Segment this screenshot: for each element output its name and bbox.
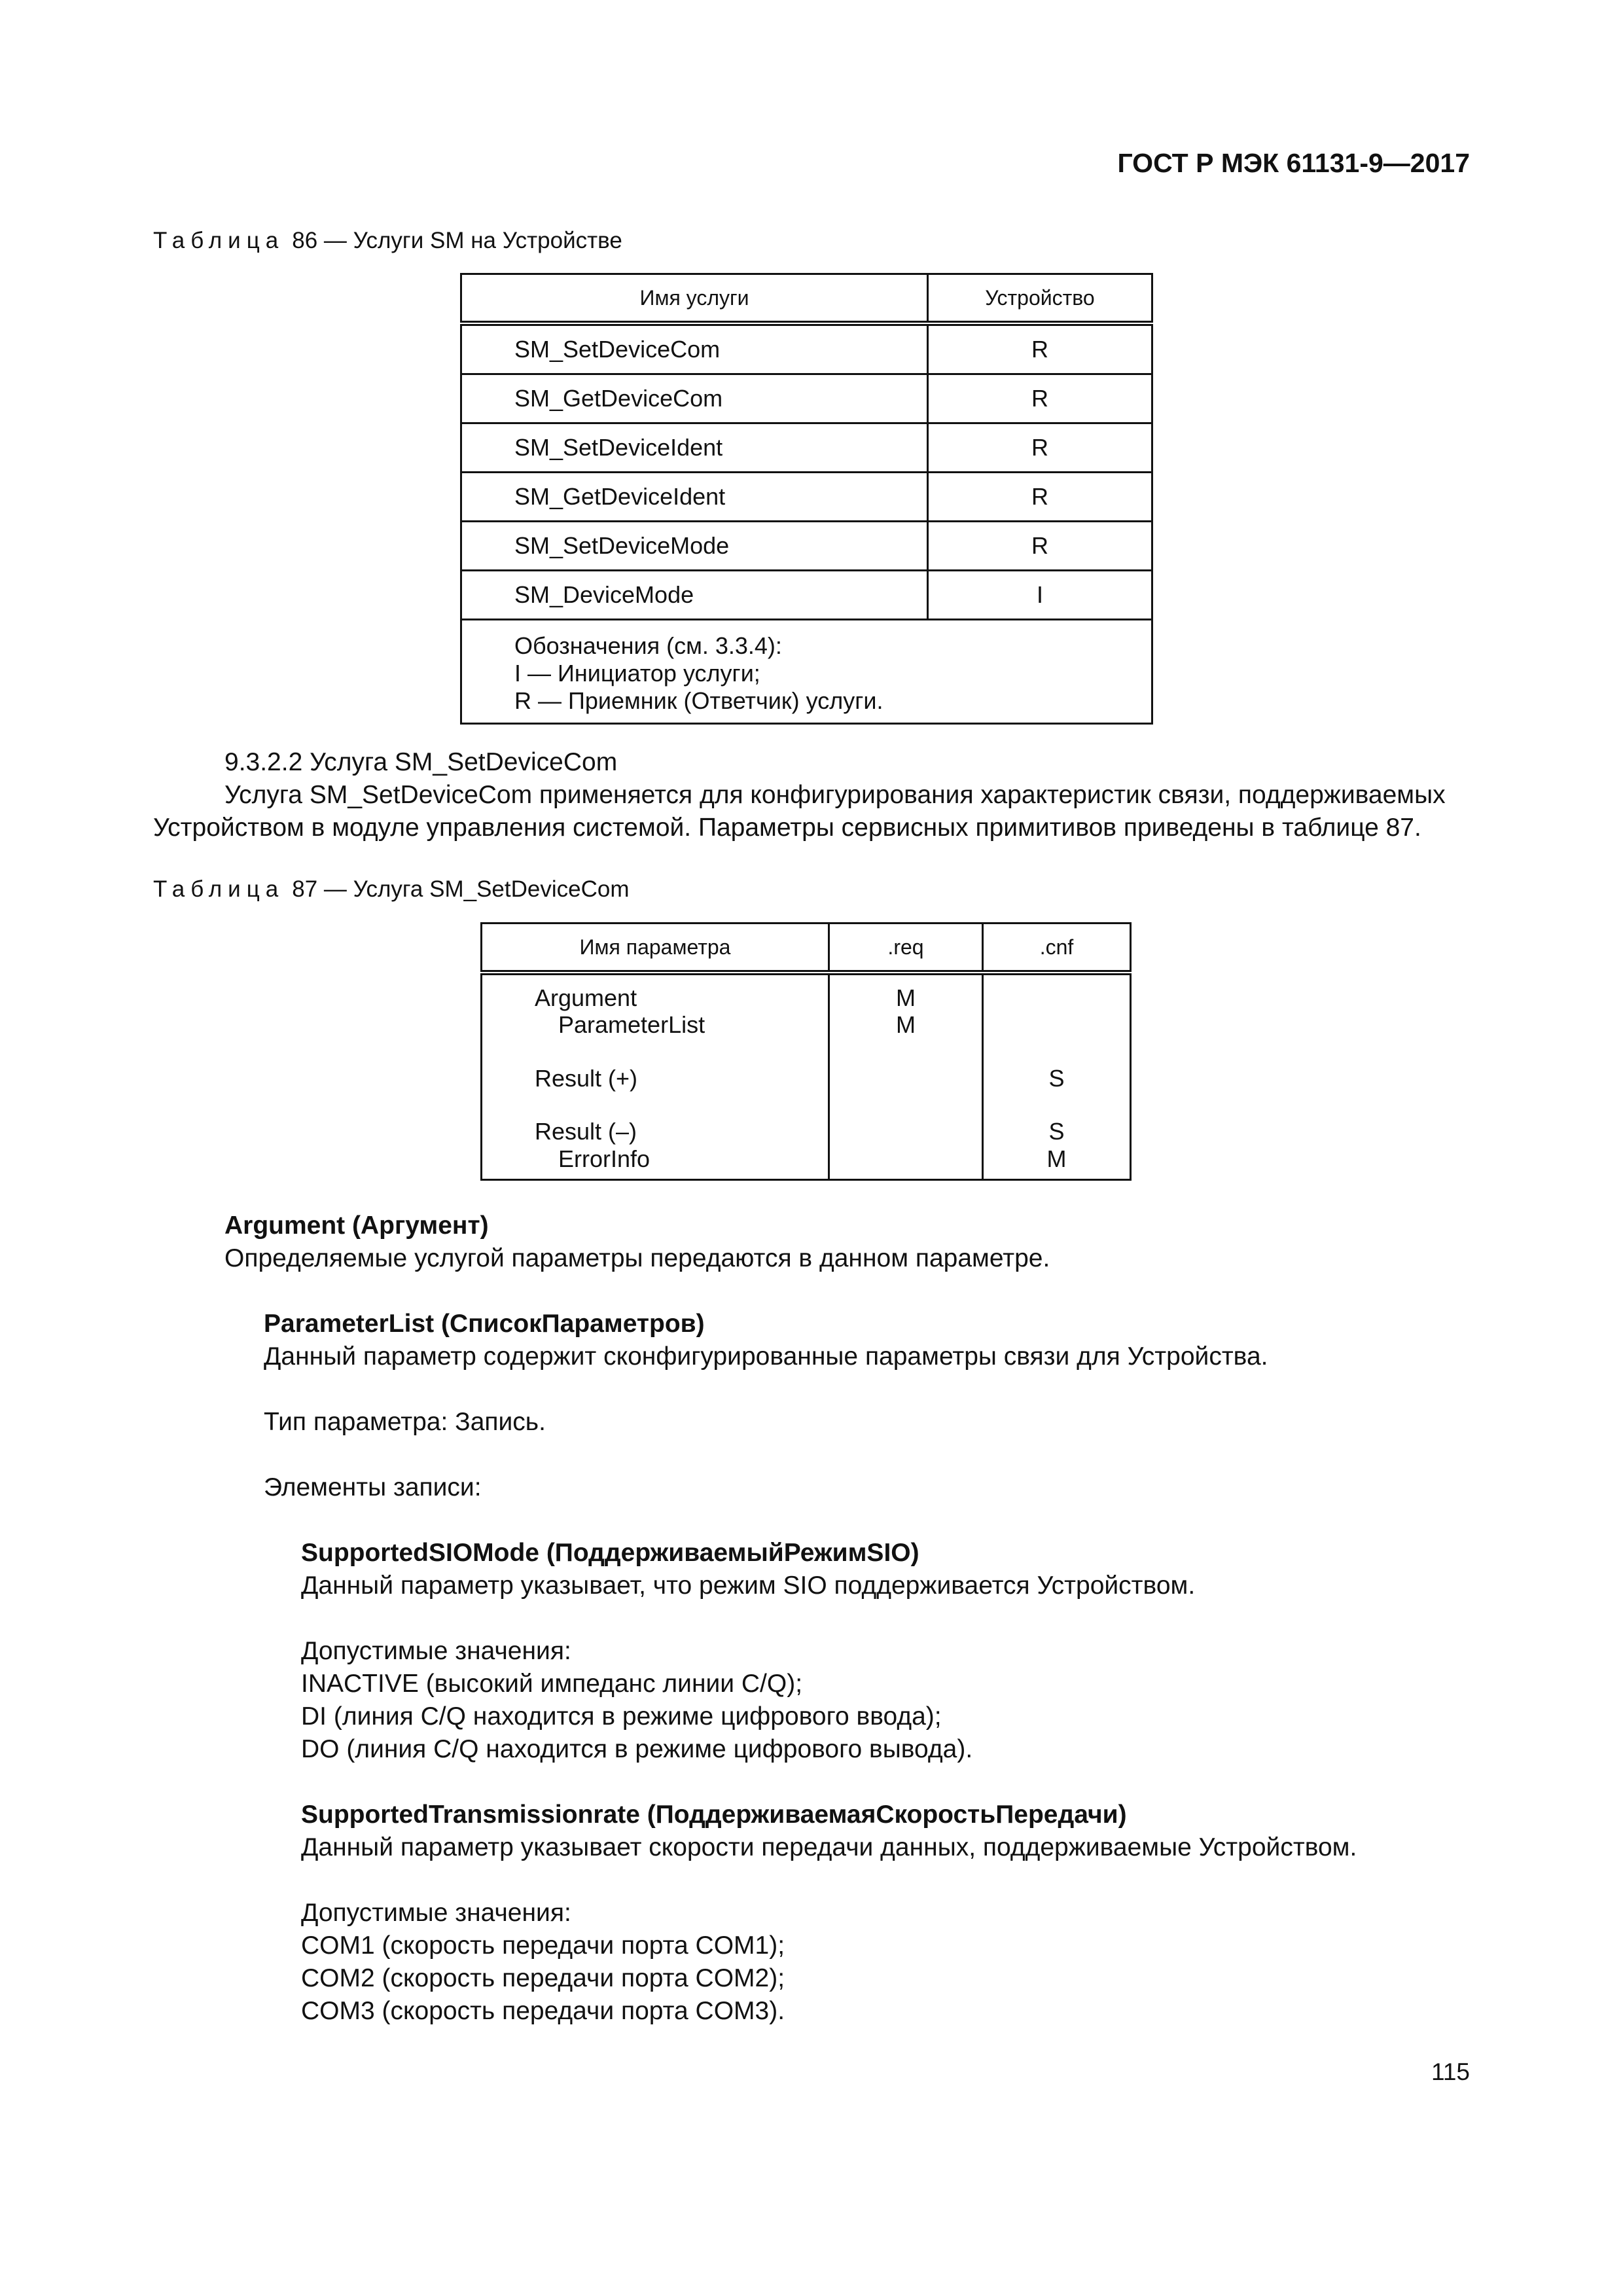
cnf-cell: [983, 973, 1131, 1179]
page-header: ГОСТ Р МЭК 61131-9—2017: [1117, 148, 1470, 178]
table-notes: [461, 620, 1152, 724]
req-argument: M: [896, 984, 916, 1011]
sio-title: SupportedSIOMode (ПоддерживаемыйРежимSIO): [301, 1539, 919, 1567]
table-row: [461, 473, 1152, 522]
argument-title: Argument (Аргумент): [224, 1211, 489, 1240]
col-header-name: Имя услуги: [461, 274, 928, 324]
device-role: R: [928, 374, 1152, 423]
table-row: [461, 374, 1152, 423]
rate-text: Данный параметр указывает скорости передачи данных, поддерживаемые Устройством.: [301, 1833, 1357, 1861]
caption-text: 86 — Услуги SM на Устройстве: [292, 228, 622, 253]
sio-value-3: DO (линия C/Q находится в режиме цифрового вывода).: [301, 1735, 973, 1763]
parameterlist-title: ParameterList (СписокПараметров): [264, 1310, 705, 1338]
rate-value-3: COM3 (скорость передачи порта COM3).: [301, 1997, 785, 2025]
parameterlist-text: Данный параметр содержит сконфигурированные параметры связи для Устройства.: [264, 1342, 1268, 1371]
cnf-errorinfo: M: [1046, 1145, 1067, 1172]
rate-allowed: Допустимые значения:: [301, 1899, 571, 1927]
sio-allowed: Допустимые значения:: [301, 1637, 571, 1665]
section-paragraph-line2: Устройством в модуле управления системой. Параметры сервисных примитивов приведены в таблице 87.: [153, 814, 1421, 842]
note-line: Обозначения (см. 3.3.4):: [514, 632, 782, 659]
note-line: I — Инициатор услуги;: [514, 660, 760, 687]
table-notes-row: [461, 620, 1152, 724]
req-parameterlist: M: [896, 1011, 916, 1039]
section-heading: 9.3.2.2 Услуга SM_SetDeviceCom: [224, 748, 618, 776]
rate-title: SupportedTransmissionrate (ПоддерживаемаяСкоростьПередачи): [301, 1801, 1127, 1829]
argument-text: Определяемые услугой параметры передаются в данном параметре.: [224, 1244, 1050, 1272]
sio-text: Данный параметр указывает, что режим SIO поддерживается Устройством.: [301, 1571, 1196, 1600]
device-role: I: [928, 571, 1152, 620]
section-paragraph-line1: Услуга SM_SetDeviceCom применяется для конфигурирования характеристик связи, поддерживаемых: [224, 781, 1446, 809]
device-role: R: [928, 323, 1152, 374]
parameterlist-type: Тип параметра: Запись.: [264, 1408, 546, 1436]
rate-value-2: COM2 (скорость передачи порта COM2);: [301, 1964, 785, 1992]
device-role: R: [928, 423, 1152, 473]
param-result-minus: Result (–): [535, 1118, 637, 1145]
service-name: SM_SetDeviceMode: [461, 522, 928, 571]
rate-value-1: COM1 (скорость передачи порта COM1);: [301, 1931, 785, 1960]
service-name: SM_DeviceMode: [461, 571, 928, 620]
table-row: [461, 323, 1152, 374]
service-name: SM_SetDeviceIdent: [461, 423, 928, 473]
col-header-cnf: .cnf: [983, 924, 1131, 973]
device-role: R: [928, 473, 1152, 522]
table-row: [461, 571, 1152, 620]
col-header-device: Устройство: [928, 274, 1152, 324]
col-header-req: .req: [829, 924, 983, 973]
param-errorinfo: ErrorInfo: [558, 1145, 651, 1172]
col-header-param: Имя параметра: [482, 924, 829, 973]
cnf-result-plus: S: [1048, 1064, 1065, 1092]
service-name: SM_GetDeviceIdent: [461, 473, 928, 522]
table-row: [461, 522, 1152, 571]
device-role: R: [928, 522, 1152, 571]
sio-value-2: DI (линия C/Q находится в режиме цифрового ввода);: [301, 1702, 942, 1731]
param-result-plus: Result (+): [535, 1064, 638, 1092]
param-cell: [482, 973, 829, 1179]
req-cell: [829, 973, 983, 1179]
table-row: [482, 973, 1131, 1179]
table-86: [460, 273, 1153, 725]
sio-value-1: INACTIVE (высокий импеданс линии C/Q);: [301, 1670, 803, 1698]
service-name: SM_SetDeviceCom: [461, 323, 928, 374]
param-parameterlist: ParameterList: [558, 1011, 705, 1039]
parameterlist-elements: Элементы записи:: [264, 1473, 482, 1501]
table-87-caption: [153, 876, 630, 903]
table-row: [461, 423, 1152, 473]
caption-prefix: Таблица: [153, 228, 285, 253]
table-87: [480, 922, 1132, 1181]
table-86-caption: [153, 228, 622, 254]
cnf-result-minus: S: [1048, 1118, 1065, 1145]
note-line: R — Приемник (Ответчик) услуги.: [514, 687, 883, 715]
page-number: 115: [1431, 2058, 1470, 2085]
param-argument: Argument: [535, 984, 637, 1011]
caption-text: 87 — Услуга SM_SetDeviceCom: [292, 876, 630, 902]
service-name: SM_GetDeviceCom: [461, 374, 928, 423]
caption-prefix: Таблица: [153, 876, 285, 902]
